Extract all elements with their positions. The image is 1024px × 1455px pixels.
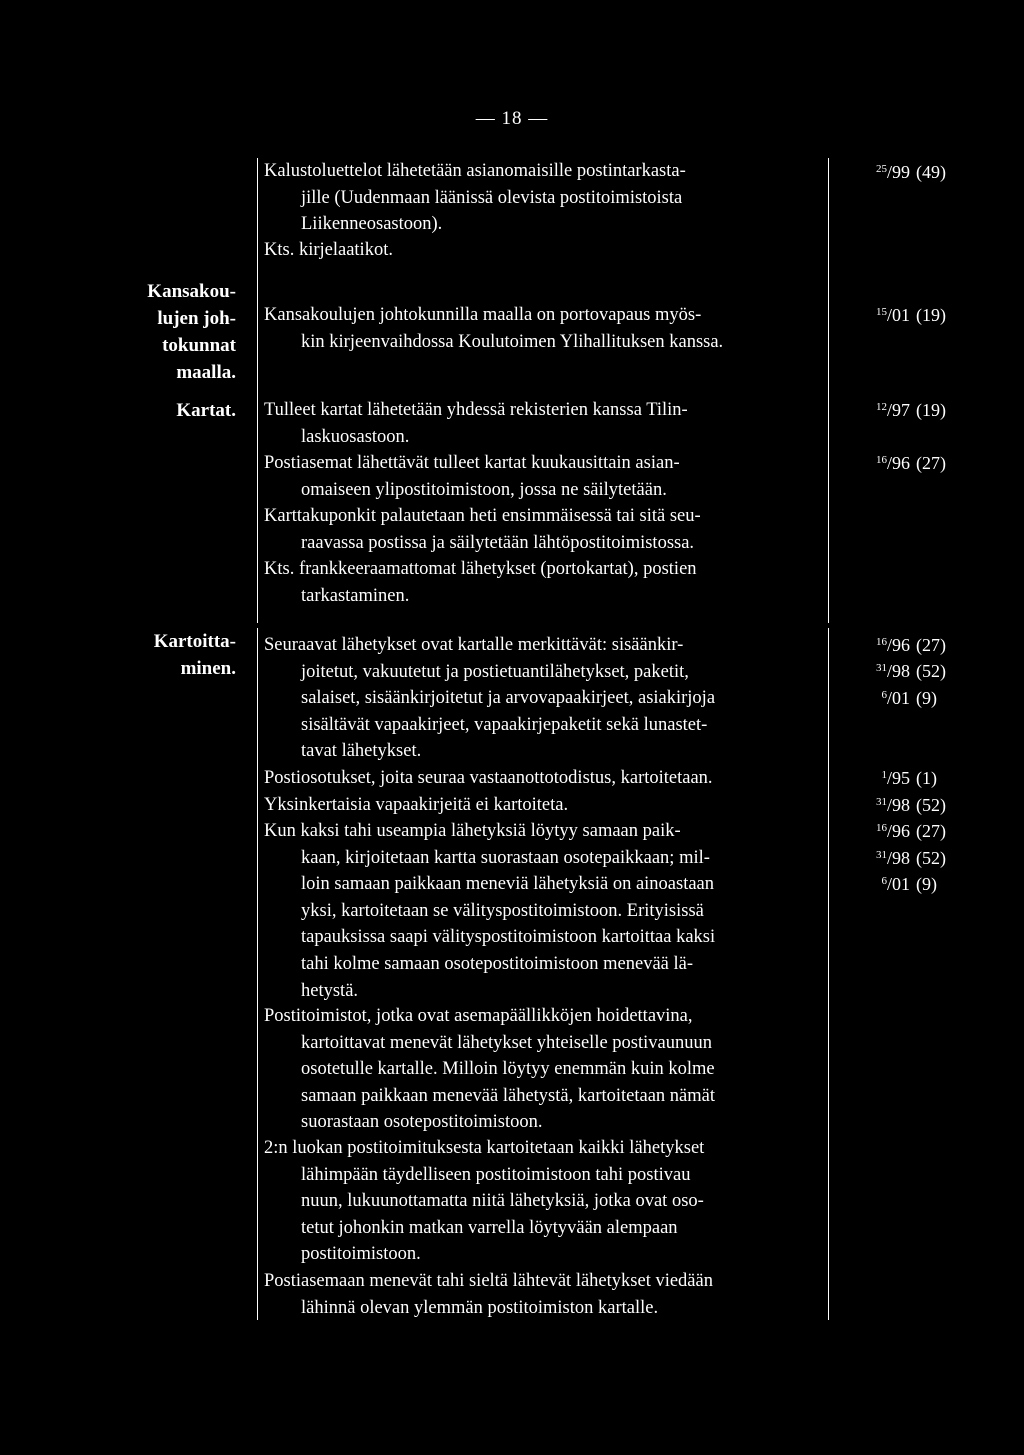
text-line: Postitoimistot, jotka ovat asemapäällikköjen hoidettavina, — [264, 1006, 693, 1026]
reference-number: (19) — [916, 305, 946, 325]
text-line: Kansakoulujen johtokunnilla maalla on portovapaus myös- — [264, 305, 702, 325]
text-line: tavat lähetykset. — [301, 741, 422, 762]
reference-number: (27) — [916, 453, 946, 473]
paragraph-karttakuponkit — [264, 503, 820, 556]
reference-year: /98 — [886, 661, 910, 681]
paragraph-kun-kaksi — [264, 818, 820, 1004]
reference-number: (19) — [916, 400, 946, 420]
text-line: postitoimistoon. — [301, 1244, 421, 1265]
reference-year: /01 — [886, 305, 910, 325]
text-line: nuun, lukuunottamatta niitä lähetyksiä, jotka ovat oso- — [301, 1191, 704, 1212]
text-line: tetut johonkin matkan varrella löytyvään alempaan — [301, 1217, 678, 1238]
text-line: loin samaan paikkaan meneviä lähetyksiä on ainoastaan — [301, 874, 715, 895]
text-line: salaiset, sisäänkirjoitetut ja arvovapaakirjeet, asiakirjoja — [301, 688, 716, 709]
side-heading-line: lujen joh- — [157, 308, 236, 329]
reference-number: (52) — [916, 848, 946, 868]
paragraph-yksinkertaisia — [264, 792, 820, 819]
reference-number: (27) — [916, 635, 946, 655]
reference-day: 1 — [881, 769, 887, 781]
text-line: omaiseen ylipostitoimistoon, jossa ne säilytetään. — [301, 479, 667, 500]
reference-year: /01 — [886, 874, 910, 894]
reference-year: /97 — [886, 400, 910, 420]
reference-year: /96 — [886, 821, 910, 841]
reference-year: /98 — [886, 848, 910, 868]
text-line: hetystä. — [301, 980, 359, 1001]
reference-year: /95 — [886, 768, 910, 788]
left-column-rule — [257, 158, 258, 623]
reference-number: (52) — [916, 795, 946, 815]
side-heading-line: Kartoitta- — [153, 631, 236, 652]
reference-day: 31 — [875, 662, 887, 674]
reference-number: (9) — [916, 874, 937, 894]
text-line: Yksinkertaisia vapaakirjeitä ei kartoiteta. — [264, 795, 569, 815]
paragraph-kts-frankkeeraamattomat — [264, 556, 820, 609]
text-line: Postiasemat lähettävät tulleet kartat kuukausittain asian- — [264, 453, 680, 473]
reference-year: /98 — [886, 795, 910, 815]
reference — [846, 400, 1006, 421]
reference-year: /96 — [886, 635, 910, 655]
reference-year: /99 — [886, 162, 910, 182]
text-line: joitetut, vakuutetut ja postietuantilähetykset, paketit, — [301, 661, 689, 682]
reference-number: (49) — [916, 162, 946, 182]
reference — [846, 635, 1006, 656]
reference-day: 31 — [875, 796, 887, 808]
text-line: osotetulle kartalle. Milloin löytyy enemmän kuin kolme — [301, 1059, 715, 1080]
text-line: Karttakuponkit palautetaan heti ensimmäisessä tai sitä seu- — [264, 506, 701, 526]
text-line: Kun kaksi tahi useampia lähetyksiä löytyy samaan paik- — [264, 821, 681, 841]
paragraph-tulleet-kartat — [264, 397, 820, 450]
side-heading-line: Kartat. — [176, 400, 236, 421]
reference — [846, 162, 1006, 183]
reference-number: (9) — [916, 688, 937, 708]
reference-year: /96 — [886, 453, 910, 473]
paragraph-seuraavat — [264, 632, 820, 765]
text-line: kartoittavat menevät lähetykset yhteiselle postivaunuun — [301, 1032, 712, 1053]
reference-year: /01 — [886, 688, 910, 708]
side-heading-kansakoulujen — [110, 278, 236, 386]
reference — [846, 821, 1006, 842]
text-line: jille (Uudenmaan läänissä olevista postitoimistoista — [301, 187, 683, 208]
text-line: Seuraavat lähetykset ovat kartalle merkittävät: sisäänkir- — [264, 635, 684, 655]
reference — [846, 848, 1006, 869]
reference-day: 31 — [875, 849, 887, 861]
text-line: Kalustoluettelot lähetetään asianomaisille postintarkasta- — [264, 161, 686, 181]
paragraph-postitoimistot — [264, 1003, 820, 1136]
right-column-rule — [828, 158, 829, 623]
text-line: laskuosastoon. — [301, 426, 410, 447]
side-heading-line: maalla. — [176, 362, 236, 383]
text-line: Postiasemaan menevät tahi sieltä lähtevät lähetykset viedään — [264, 1271, 713, 1291]
text-line: kaan, kirjoitetaan kartta suorastaan osotepaikkaan; mil- — [301, 847, 710, 868]
side-heading-line: minen. — [180, 658, 236, 679]
side-heading-kartoittaminen — [110, 628, 236, 682]
text-line: 2:n luokan postitoimituksesta kartoitetaan kaikki lähetykset — [264, 1138, 705, 1158]
side-heading-line: Kansakou- — [147, 281, 236, 302]
reference — [846, 453, 1006, 474]
paragraph-kts-kirjelaatikot — [264, 237, 820, 264]
reference-number: (1) — [916, 768, 937, 788]
reference-day: 6 — [881, 689, 887, 701]
text-line: Tulleet kartat lähetetään yhdessä rekisterien kanssa Tilin- — [264, 400, 688, 420]
reference-day: 15 — [875, 306, 887, 318]
text-line: Liikenneosastoon). — [301, 214, 443, 235]
reference — [846, 305, 1006, 326]
reference — [846, 688, 1006, 709]
text-line: kin kirjeenvaihdossa Koulutoimen Ylihallituksen kanssa. — [301, 331, 724, 352]
left-column-rule — [257, 628, 258, 1320]
side-heading-kartat — [110, 397, 236, 424]
right-column-rule — [828, 628, 829, 1320]
reference-day: 16 — [875, 636, 887, 648]
text-line: tapauksissa saapi välityspostitoimistoon kartoittaa kaksi — [301, 927, 716, 948]
reference-number: (27) — [916, 821, 946, 841]
text-line: tahi kolme samaan osotepostitoimistoon menevää lä- — [301, 953, 694, 974]
reference — [846, 768, 1006, 789]
paragraph-kalustoluettelot — [264, 158, 820, 238]
text-line: tarkastaminen. — [301, 585, 410, 606]
paragraph-2n-luokan — [264, 1135, 820, 1268]
reference-day: 25 — [875, 163, 887, 175]
text-line: Kts. kirjelaatikot. — [264, 240, 393, 260]
text-line: sisältävät vapaakirjeet, vapaakirjepaketit sekä lunastet- — [301, 714, 708, 735]
text-line: yksi, kartoitetaan se välityspostitoimistoon. Erityisissä — [301, 900, 704, 921]
reference-day: 16 — [875, 454, 887, 466]
paragraph-postiosotukset — [264, 765, 820, 792]
reference — [846, 661, 1006, 682]
paragraph-kansakoulujen — [264, 302, 820, 355]
text-line: Kts. frankkeeraamattomat lähetykset (portokartat), postien — [264, 559, 697, 579]
reference — [846, 795, 1006, 816]
page-number: — 18 — — [475, 108, 549, 129]
text-line: lähimpään täydelliseen postitoimistoon tahi postivau — [301, 1164, 691, 1185]
text-line: samaan paikkaan menevää lähetystä, kartoitetaan nämät — [301, 1085, 716, 1106]
reference-day: 6 — [881, 875, 887, 887]
reference-number: (52) — [916, 661, 946, 681]
reference-day: 16 — [875, 822, 887, 834]
text-line: raavassa postissa ja säilytetään lähtöpostitoimistossa. — [301, 532, 695, 553]
paragraph-postiasemaan — [264, 1268, 820, 1321]
text-line: lähinnä olevan ylemmän postitoimiston kartalle. — [301, 1297, 659, 1318]
side-heading-line: tokunnat — [162, 335, 236, 356]
text-line: suorastaan osotepostitoimistoon. — [301, 1112, 543, 1133]
reference-day: 12 — [875, 401, 887, 413]
paragraph-postiasemat — [264, 450, 820, 503]
reference — [846, 874, 1006, 895]
text-line: Postiosotukset, joita seuraa vastaanottotodistus, kartoitetaan. — [264, 768, 713, 788]
